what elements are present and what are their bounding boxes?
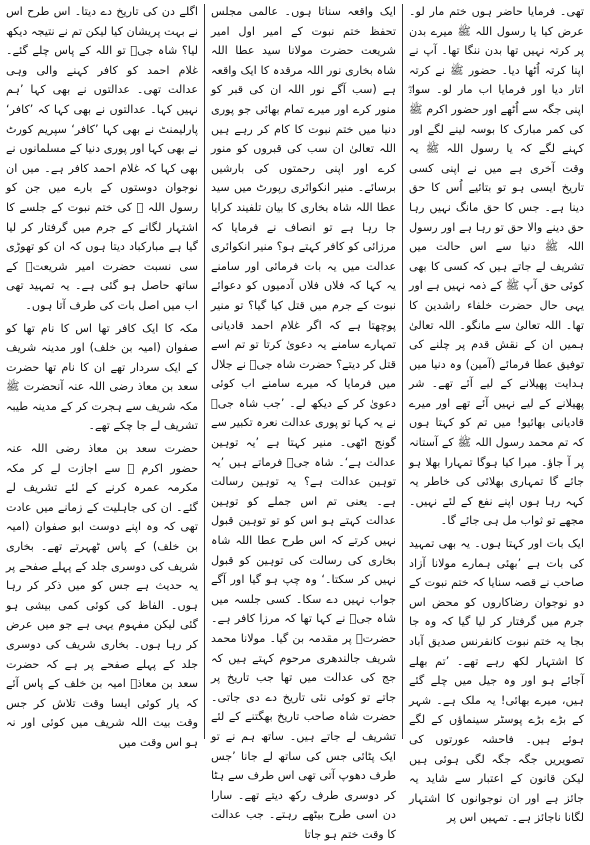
paragraph: اگلے دن کی تاریخ دے دیتا۔ اس طرح اس نے بہت پریشان کیا لیکن تم نے نتیجہ دیکھ لیا؟ شاہ جیؒ تو اللہ کے پاس چلے گئے۔ غلام احمد کو کافر کہنے والی وہی عدالت تھی۔ عدالتوں نے بھی کہا ’ہم نہیں کہا۔ عدالتوں نے بھی کہا کہ ’کافر‘ پارلیمنٹ نے بھی کہا ’کافر‘ سپریم کورٹ نے بھی کہا اور پوری دنیا کے مسلمانوں نے بھی کہا کہ غلام احمد کافر ہے۔ میں ان نوجوان دوستوں کے بارے میں جن کو رسول اللہ ﷺ کی ختم نبوت کے جلسے کا اشتہار لگانے کے جرم میں گرفتار کر لیا گیا ہے مبارکباد دیتا ہوں کہ ان کو تھوڑی سی نسبت حضرت امیر شریعتؒ کے ساتھ حاصل ہو گئی ہے۔ یہ تمہید تھی اب میں اصل بات کی طرف آتا ہوں۔ [6,5,198,312]
paragraph: ایک واقعہ سناتا ہوں۔ عالمی مجلس تحفظ ختم نبوت کے امیر اول امیر شریعت حضرت مولانا سید عطا اللہ شاہ بخاری نور اللہ مرقدہ کا ایک واقعہ ہے (سب آگے نور اللہ ان کی قبر کو منور کرے اور میرے تمام بھائی جو پوری دنیا میں ختم نبوت کا کام کر رہے ہیں اللہ تعالیٰ ان سب کی قبروں کو منور کرے اور اپنی رحمتوں کی بارشیں برسائے۔ منیر انکوائری رپورٹ میں سید عطا اللہ شاہ بخاری کا بیان تلفیند کرایا جا رہا ہے تو انصاف نے فرمایا کہ مرزائی کو کافر کہتے ہو؟ منیر انکوائری عدالت میں یہ بات فرمائی اور سامنے یہ کہا کہ فلاں فلاں آدمیوں کو دعوائے نبوت کے جرم میں قتل کیا گیا؟ تو منیر پوچھتا ہے کہ اگر غلام احمد قادیانی تمہارے سامنے یہ دعویٰ کرتا تو تم اسے قتل کر دیتے؟ حضرت شاہ جیؒ نے جلال میں فرمایا کہ میرے سامنے اب کوئی دعویٰ کر کے دیکھ لے۔ ’جب شاہ جیؒ نے یہ کہا تو پوری عدالت نعرہ تکبیر سے گونج اٹھی۔ منیر کہتا ہے ’یہ توہین عدالت ہے‘۔ شاہ جیؒ فرماتے ہیں ’یہ توہین عدالت ہے؟ یہ توہین رسالت ہے۔ یعنی تم اس جملے کو توہین عدالت کہتے ہو اس کو تو توہین قبول نہیں کرتے کہ اس طرح عطا اللہ شاہ بخاری کی رسالت کی توہین کو قبول نہیں کر سکتا۔‘ وہ چپ ہو گیا اور آگے جواب نہیں دے سکا۔ کسی جلسہ میں شاہ جیؒ نے کہا تھا کہ مرزا کافر ہے۔ حضرتؒ پر مقدمہ بن گیا۔ مولانا محمد شریف جالندھری مرحوم کہتے ہیں کہ جج کی عدالت میں تھا جب تاریخ پر جاتے تو کوئی نئی تاریخ دے دی جاتی۔ حضرت شاہ صاحب تاریخ بھگتنے کے لئے تشریف لے جاتے ہیں۔ ساتھ ہم نے تو ایک پٹائی جس کی ساتھ لے جانا ’جس طرف دھوپ آتی تھی اس طرف سے ہٹا کر دوسری طرف رکھ دیتے تھے۔ سارا دن اسی طرح بیٹھے رہتے۔ جب عدالت کا وقت ختم ہو جاتا [211,5,396,841]
paragraph: تھی۔ فرمایا حاضر ہوں ختم مار لو۔ عرض کیا یا رسول اللہ ﷺ میرے بدن پر کرتہ نہیں تھا بدن ننگا تھا۔ آپ نے اپنا کرتہ اُٹھا دیا۔ حضور ﷺ نے کرتہ اتار دیا اور فرمایا اب مار لو۔ سوادؓ اپنی جگہ سے اُٹھے اور حضور اکرم ﷺ کی کمر مبارک کا بوسہ لینے لگے اور کہنے لگے کہ یا رسول اللہ ﷺ یہ وقت آخری ہے میں نے اپنی کسی تاریخ ایسی ہو تو بتائیے اُس کا حق دینا ہے۔ جس کا حق مانگ نہیں رہا حق دینے والا حق تو رہا ہے اور رسول اللہ ﷺ دنیا سے اس حالت میں تشریف لے جاتے ہیں کہ کسی کا بھی کوئی حق آپ ﷺ کے ذمہ نہیں ہے اور یہی حال حضرت خلفاء راشدین کا تھا۔ اللہ تعالیٰ سے مانگو۔ اللہ تعالیٰ ہمیں ان کے نقش قدم پر چلنے کی توفیق عطا فرمائے (آمین) وہ دنیا میں ہدایت پھیلانے کے لیے آئے تھے۔ شر پھیلانے کے لیے نہیں آئے تھے اور میرے قادیانی بھائیو! میں تم کو کہتا ہوں کہ تم محمد رسول اللہ ﷺ کے آستانہ پر آ جاؤ۔ میرا کیا ہوگا تمہارا بھلا ہو جائے گا تمہاری بھلائی کی خاطر یہ کہہ رہا ہوں اپنے نفع کے لئے نہیں۔ مجھے تو ثواب مل ہی جائے گا۔ [409,5,584,528]
column-divider [402,4,403,739]
paragraph: حضرت سعد بن معاذ رضی اللہ عنہ حضور اکرم ﷺ سے اجازت لے کر مکہ مکرمہ عمرہ کرنے کے لئے تشریف لے گئے۔ ان کی جاہلیت کے زمانے میں عادت تھی کہ وہ اپنے دوست ابو صفوان (امیہ بن خلف) کے پاس ٹھہرتے تھے۔ بخاری شریف کی دوسری جلد کے پہلے صفحے پر یہ حدیث ہے جس کو میں ذکر کر رہا ہوں۔ الفاظ کی کوئی کمی بیشی ہو گئی لیکن مفہوم یہی ہے جو میں عرض کر رہا ہوں۔ بخاری شریف کی دوسری جلد کے پہلے صفحے پر ہے کہ حضرت سعد بن معاذؓ امیہ بن خلف کے پاس آئے کہ یار کوئی ایسا وقت تلاش کر جس وقت بیت اللہ شریف میں کوئی اور نہ ہو اس وقت میں [6,442,198,749]
text-column-left [4,0,202,749]
text-column-middle [207,0,400,841]
paragraph: مکہ کا ایک کافر تھا اس کا نام تھا کو صفوان (امیہ بن خلف) اور مدینہ شریف کے ایک سردار تھے ان کا نام تھا حضرت سعد بن معاذ رضی اللہ عنہ آنحضرت ﷺ مکہ شریف سے ہجرت کر کے مدینہ طیبہ تشریف لے جا چکے تھے۔ [6,321,198,433]
text-column-right [405,0,590,825]
column-divider [204,4,205,739]
paragraph: ایک بات اور کہتا ہوں۔ یہ بھی تمہید کی بات ہے ’بھئی ہمارے مولانا آزاد صاحب نے قصہ سنایا کہ ختم نبوت کے دو نوجوان رضاکاروں کو محض اس جرم میں گرفتار کر لیا گیا کہ وہ جا بجا یہ ختم نبوت کانفرنس صدیق آباد کا اشتہار لکھ رہے تھے۔ ’تم بھلے آجائے ہو اور وہ جیل میں چلے گئے ہیں، میرے بھائی! یہ ملک ہے۔ شہر کے بڑے بڑے پوسٹر سینماؤں کے لگے ہوئے ہیں۔ فاحشہ عورتوں کی تصویریں جگہ جگہ لگی ہوئی ہیں لیکن قانون کے اعتبار سے شاید یہ جائز ہے اور ان نوجوانوں کا اشتہار لگانا ناجائز ہے۔ تمہیں اس پر [409,537,584,825]
